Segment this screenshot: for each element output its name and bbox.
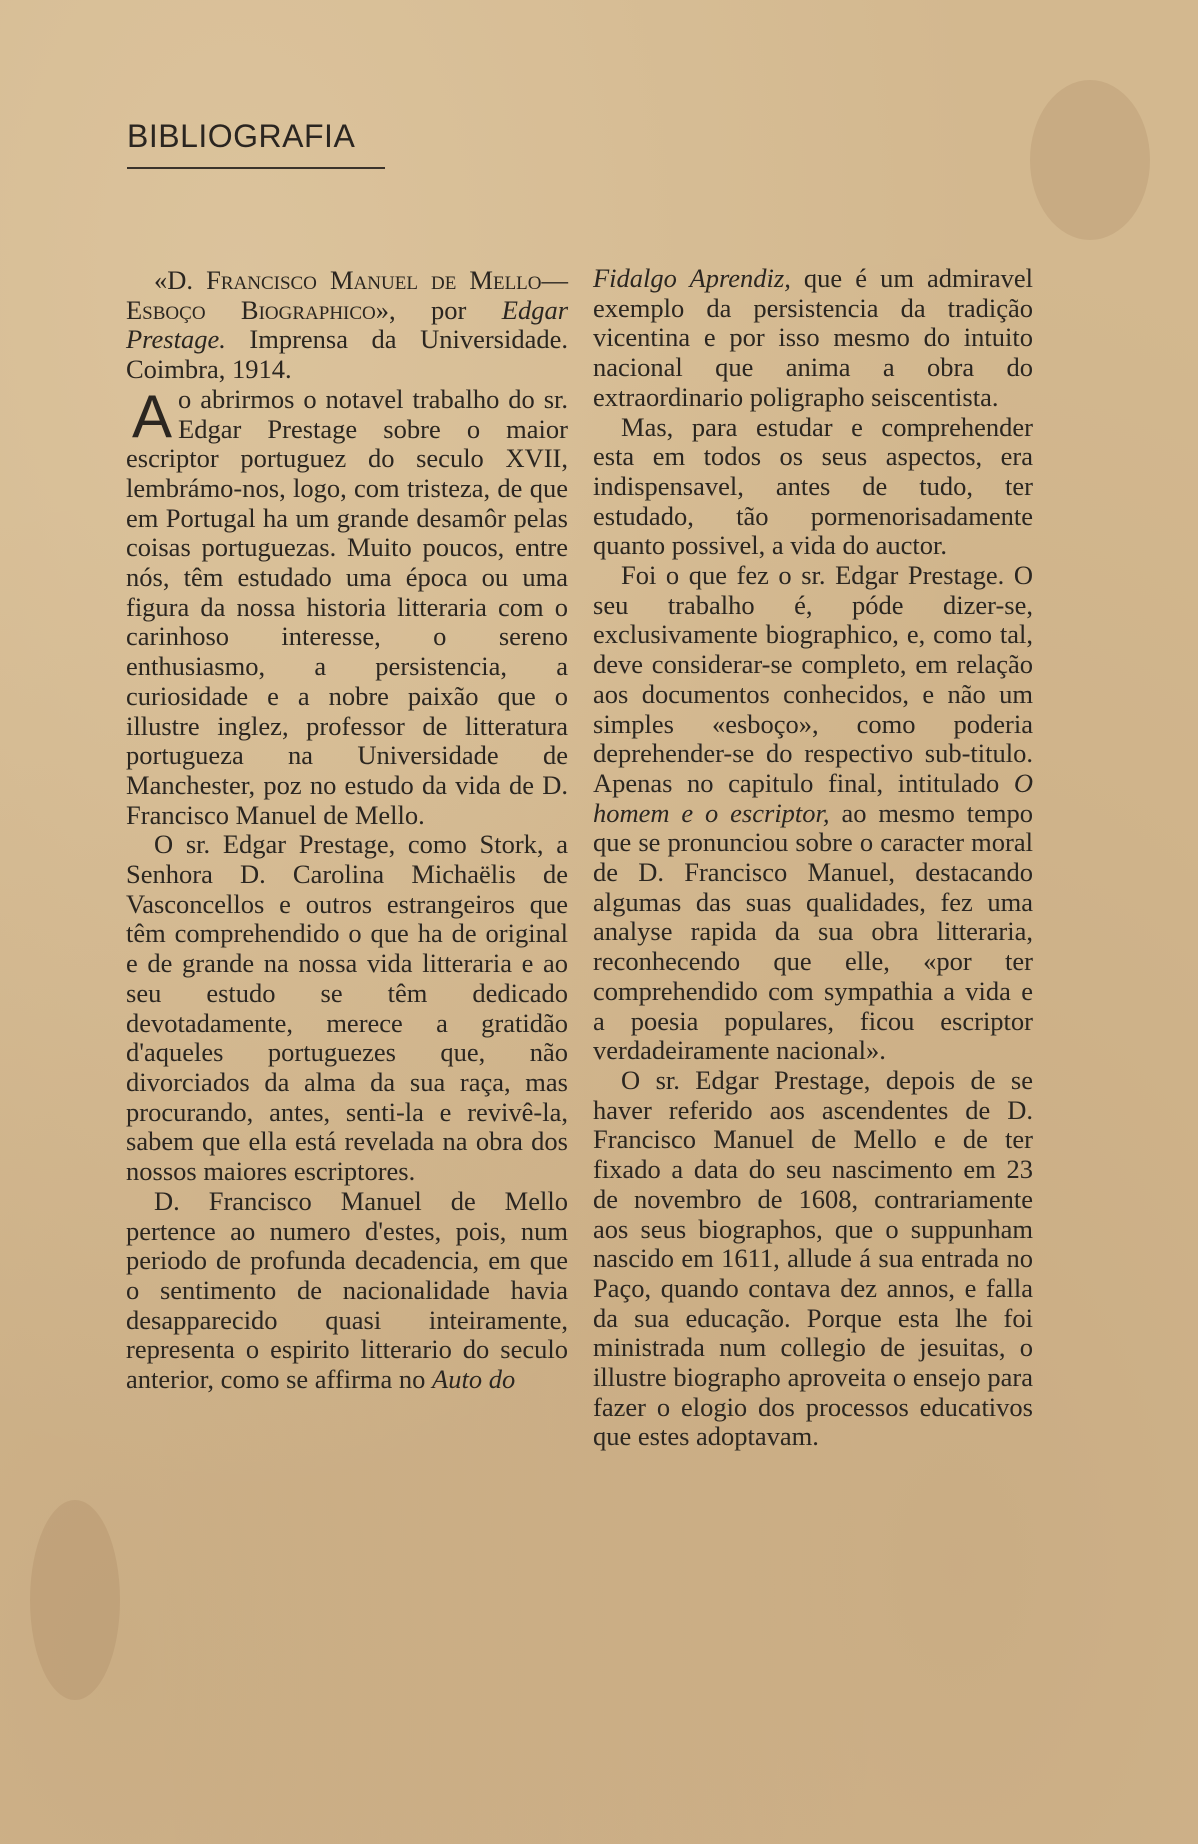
page-header-title: BIBLIOGRAFIA <box>127 118 356 154</box>
paragraph-text: D. Francisco Manuel de Mello pertence ao numero d'estes, pois, num periodo de profunda decadencia, em que o sentimento de nacionalidade havia desapparecido quasi inteiramente, representa o espirito litterario do seculo anterior, como se affirma no <box>126 1185 568 1395</box>
review-paragraph-5: Mas, para estudar e comprehender esta em todos os seus aspectos, era indispensavel, antes de tudo, ter estudado, tão pormenorisadamente quanto possivel, a vida do auctor. <box>593 411 1033 561</box>
chapter-title: O homem e o escriptor, <box>593 767 1033 828</box>
paragraph-text: ao mesmo tempo que se pronunciou sobre o caracter moral de D. Francisco Manuel, destacando algumas das suas qualidades, fez uma analyse rapida da sua obra litteraria, reconhecendo que elle, «por ter comprehendido com sympathia a vida e a poesia populares, ficou escriptor verdadeiramente nacional». <box>593 797 1033 1066</box>
paragraph-text: que é um admiravel exemplo da persistencia da tradição vicentina e por isso mesmo do intuito nacional que anima a obra do extraordinario poligrapho seiscentista. <box>593 263 1033 412</box>
biblio-book-title: Francisco Manuel de Mello—Esboço Biographico <box>126 265 568 325</box>
review-paragraph-3 <box>126 1187 568 1395</box>
review-paragraph-1 <box>126 382 568 831</box>
biblio-author: Edgar Prestage. <box>126 294 569 355</box>
biblio-publisher: Imprensa da Universidade. Coimbra, 1914. <box>126 324 568 385</box>
paragraph-text: Foi o que fez o sr. Edgar Prestage. O seu trabalho é, póde dizer-se, exclusivamente biographico, e, como tal, deve considerar-se completo, em relação aos documentos conhecidos, e não um simples «esboço», como poderia deprehender-se do respectivo sub-titulo. Apenas no capitulo final, intitulado <box>593 560 1033 798</box>
review-paragraph-7: O sr. Edgar Prestage, depois de se haver referido aos ascendentes de D. Francisco Manuel de Mello e de ter fixado a data do seu nascimento em 23 de novembro de 1608, contrariamente aos seus biographos, que o suppunham nascido em 1611, allude á sua entrada no Paço, quando contava dez annos, e falla da sua educação. Porque esta lhe foi ministrada num collegio de jesuitas, o illustre biographo aproveita o ensejo para fazer o elogio dos processos educativos que estes adoptavam. <box>593 1064 1033 1452</box>
review-paragraph-2: O sr. Edgar Prestage, como Stork, a Senhora D. Carolina Michaëlis de Vasconcellos e outros estrangeiros que têm comprehendido o que ha de original e de grande na nossa vida litteraria e ao seu estudo se têm dedicado devotadamente, merece a gratidão d'aqueles portuguezes que, não divorciados da alma da sua raça, mas procurando, antes, senti-la e revivê-la, sabem que ella está revelada na obra dos nossos maiores escriptores. <box>126 829 568 1187</box>
review-paragraph-6 <box>593 561 1033 1066</box>
paper-stain <box>1030 80 1150 240</box>
drop-cap: A <box>132 382 173 450</box>
biblio-text: », por <box>375 294 502 325</box>
review-paragraph-4 <box>593 264 1033 413</box>
header-rule <box>127 167 385 169</box>
biblio-text: «D. <box>154 265 207 295</box>
bibliographic-entry <box>126 266 568 385</box>
work-title: Fidalgo Aprendiz, <box>593 263 791 293</box>
right-column <box>593 264 1033 1452</box>
paragraph-text: o abrirmos o notavel trabalho do sr. Edgar Prestage sobre o maior escriptor portuguez do seculo XVII, lembrámo-nos, logo, com tristeza, de que em Portugal ha um grande desamôr pelas coisas portuguezas. Muito poucos, entre nós, têm estudado uma época ou uma figura da nossa historia litteraria com o carinhoso interesse, o sereno enthusiasmo, a persistencia, a curiosidade e a nobre paixão que o illustre inglez, professor de litteratura portugueza na Universidade de Manchester, poz no estudo da vida de D. Francisco Manuel de Mello. <box>126 383 568 830</box>
work-title: Auto do <box>432 1364 516 1395</box>
paper-stain <box>30 1500 120 1700</box>
left-column <box>126 266 568 1395</box>
